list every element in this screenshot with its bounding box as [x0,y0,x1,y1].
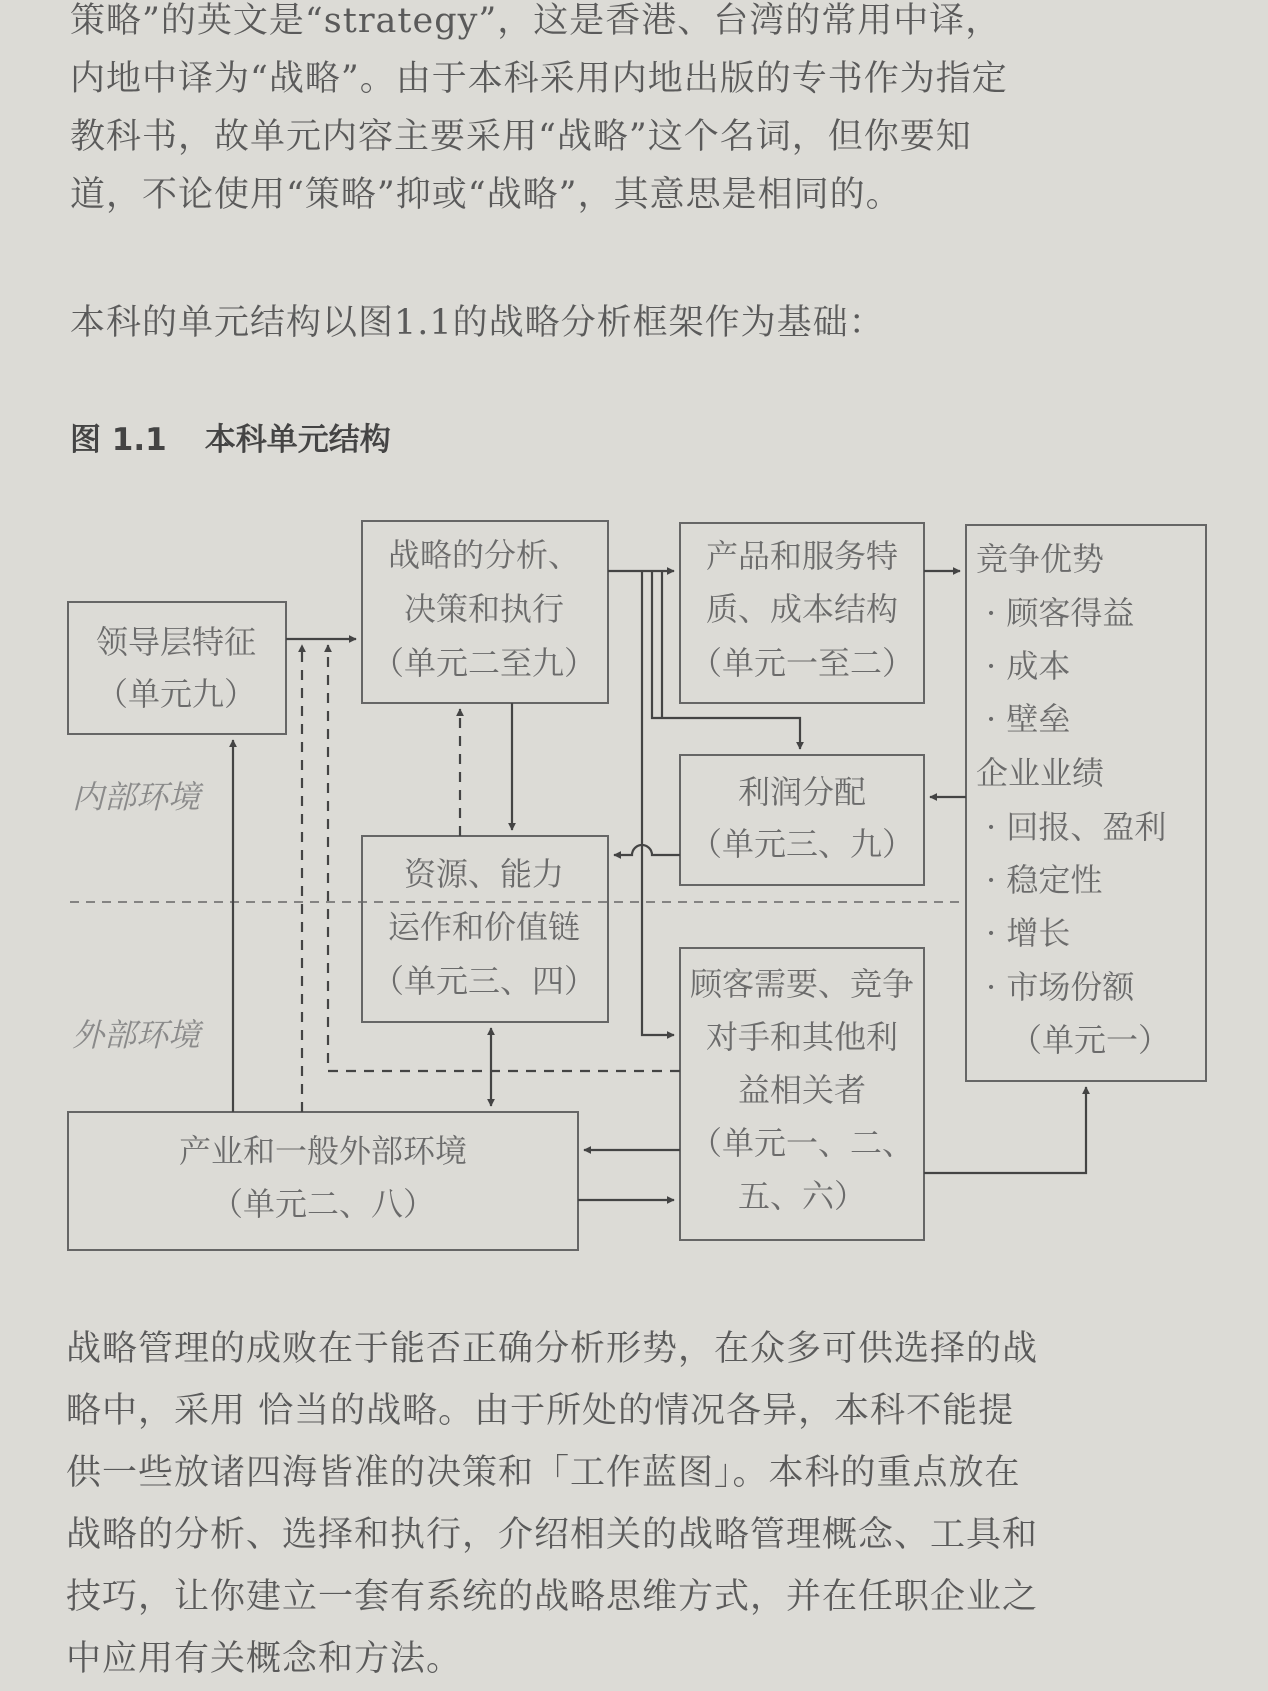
leadership-units: （单元九） [95,675,257,713]
text-line: 中应用有关概念和方法。 [66,1639,463,1679]
competitive-line-10: （单元一） [1010,1021,1171,1059]
text-line: 内地中译为“战略”。由于本科采用内地出版的专书作为指定 [70,59,1008,99]
resources-line-1: 资源、能力 [403,855,565,893]
arrow-profit-resources [614,845,680,855]
text-line: 略中，采用 恰当的战略。由于所处的情况各异，本科不能提 [66,1391,1015,1431]
figure-title: 本科单元结构 [204,422,391,458]
text-line: 策略”的英文是“strategy”，这是香港、台湾的常用中译， [70,1,1002,41]
product-line-2: 质、成本结构 [705,590,899,628]
competitive-line-9: · 市场份额 [986,968,1135,1006]
product-units: （单元一至二） [689,644,915,682]
arrow-strategy-customers [642,571,674,1035]
text-line: 道，不论使用“策略”抑或“战略”，其意思是相同的。 [70,175,902,215]
text-line: 本科的单元结构以图1.1的战略分析框架作为基础： [70,303,885,343]
customers-line-3: 益相关者 [737,1071,867,1109]
text-line: 教科书，故单元内容主要采用“战略”这个名词，但你要知 [70,117,972,157]
competitive-line-3: · 成本 [986,647,1071,685]
arrow-customers-competitive [924,1087,1086,1173]
figure-number: 图 1.1 [70,422,167,458]
competitive-line-5: 企业业绩 [976,754,1105,792]
resources-line-2: 运作和价值链 [387,908,581,946]
competitive-line-6: · 回报、盈利 [986,808,1167,846]
competitive-line-4: · 壁垒 [986,700,1071,738]
strategy-line-2: 决策和执行 [403,590,565,628]
text-line: 供一些放诸四海皆准的决策和「工作蓝图」。本科的重点放在 [66,1453,1021,1493]
text-line: 战略的分析、选择和执行，介绍相关的战略管理概念、工具和 [66,1515,1039,1555]
customers-line-5: 五、六） [737,1177,867,1215]
competitive-line-2: · 顾客得益 [986,594,1135,632]
strategy-line-1: 战略的分析、 [387,536,581,574]
closing-paragraph [66,1318,1206,1690]
competitive-line-1: 竞争优势 [976,540,1105,578]
customers-line-1: 顾客需要、竞争 [689,965,915,1003]
box-leadership [68,602,286,734]
competitive-line-7: · 稳定性 [986,861,1103,899]
customers-line-4: （单元一、二、 [689,1124,915,1162]
industry-units: （单元二、八） [210,1185,436,1223]
profit-units: （单元三、九） [689,825,915,863]
strategy-units: （单元二至九） [371,644,597,682]
industry-title: 产业和一般外部环境 [178,1132,468,1170]
resources-units: （单元三、四） [371,962,597,1000]
product-line-1: 产品和服务特 [705,537,899,575]
leadership-title: 领导层特征 [95,623,257,661]
profit-title: 利润分配 [737,773,867,811]
zone-label-internal: 内部环境 [72,778,201,816]
customers-line-2: 对手和其他利 [705,1018,899,1056]
text-line: 技巧，让你建立一套有系统的战略思维方式，并在任职企业之 [66,1577,1039,1617]
competitive-line-8: · 增长 [986,914,1071,952]
text-line: 战略管理的成败在于能否正确分析形势，在众多可供选择的战 [66,1329,1039,1369]
zone-label-external: 外部环境 [72,1016,201,1054]
